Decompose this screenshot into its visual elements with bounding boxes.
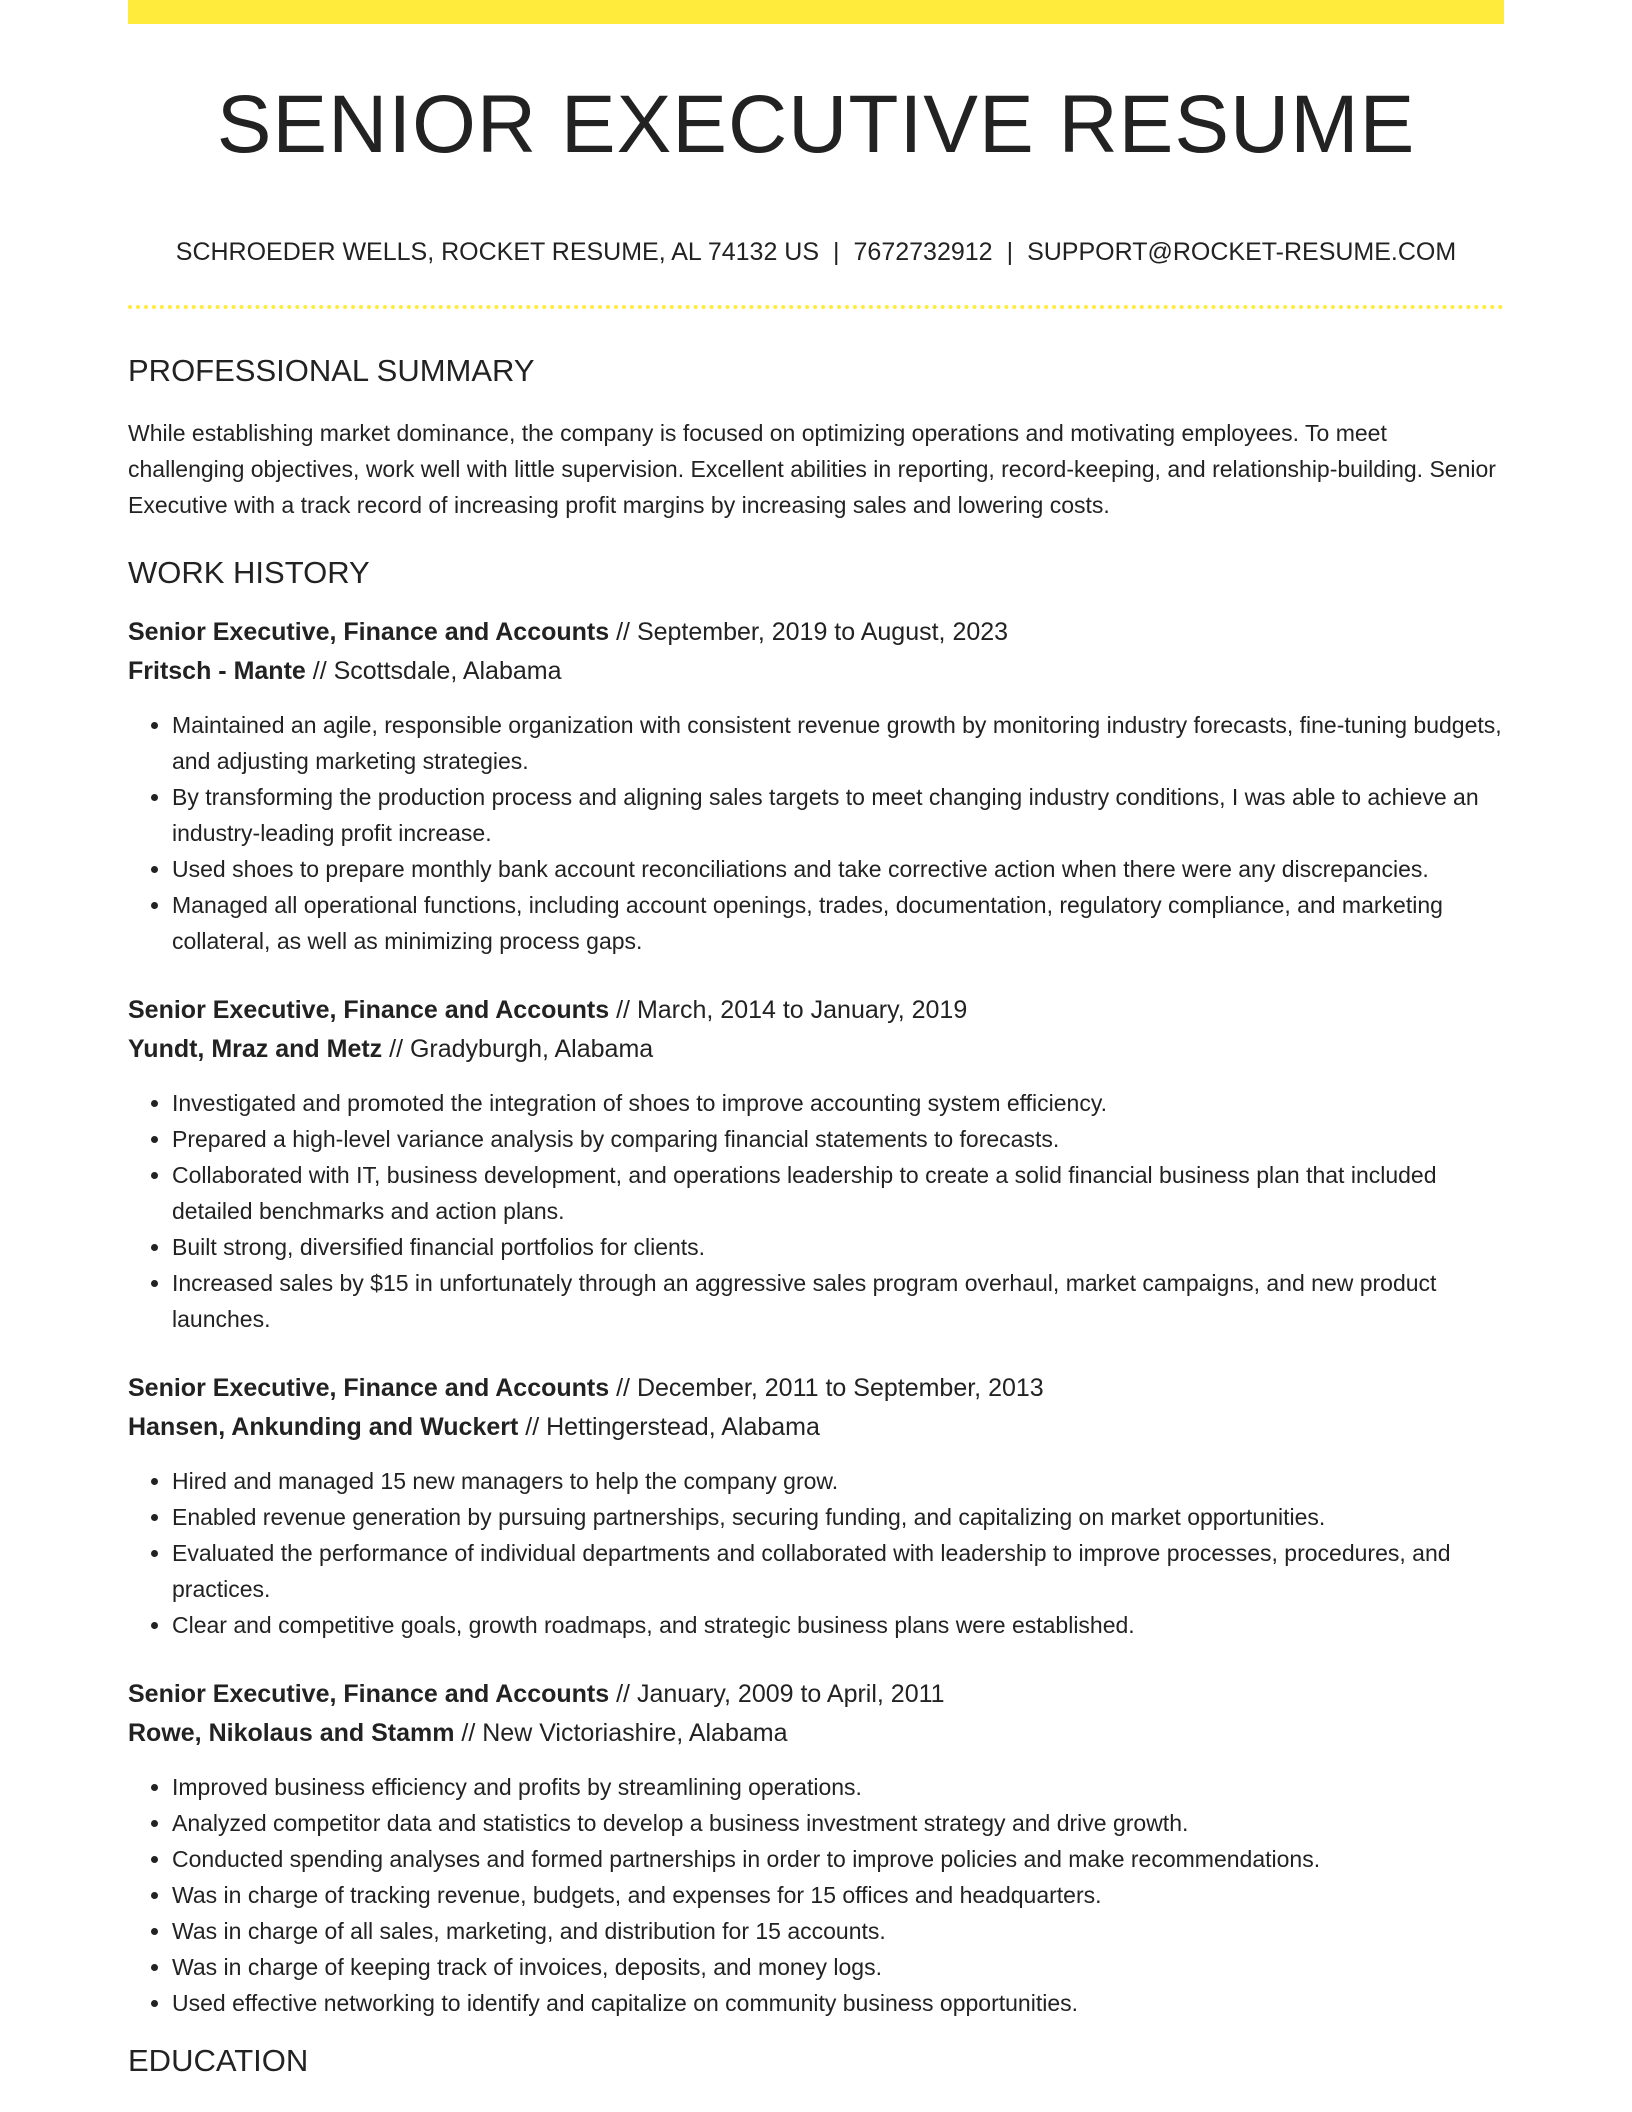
job-bullet: • By transforming the production process and aligning sales targets to meet changing industry conditions, I was able to achieve an industry-leading profit increase. [172,779,1504,851]
job-dates: // September, 2019 to August, 2023 [609,618,1009,646]
resume-title: SENIOR EXECUTIVE RESUME [216,79,1416,170]
job-title-line [128,1675,1504,1714]
contact-phone: 7672732912 [853,238,993,266]
summary-heading: PROFESSIONAL SUMMARY [128,353,535,388]
job-bullet: • Managed all operational functions, including account openings, trades, documentation, regulatory compliance, and marketing collateral, as well as minimizing process gaps. [172,887,1504,959]
job-location: // New Victoriashire, Alabama [454,1719,788,1747]
education-heading: EDUCATION [128,2043,309,2078]
contact-info [128,238,1504,267]
job-title: Senior Executive, Finance and Accounts [128,1374,610,1402]
contact-email: SUPPORT@ROCKET-RESUME.COM [1027,238,1457,266]
work-history-heading: WORK HISTORY [128,555,370,590]
job-bullet: • Enabled revenue generation by pursuing partnerships, securing funding, and capitalizing on market opportunities. [172,1499,1504,1535]
job-bullets [128,1463,1504,1643]
job-bullet: • Evaluated the performance of individual departments and collaborated with leadership to improve processes, procedures, and practices. [172,1535,1504,1607]
job-bullet: • Analyzed competitor data and statistics to develop a business investment strategy and drive growth. [172,1805,1504,1841]
job-bullet: • Was in charge of all sales, marketing, and distribution for 15 accounts. [172,1913,1504,1949]
dotted-divider [128,305,1504,309]
job-bullet: • Improved business efficiency and profits by streamlining operations. [172,1769,1504,1805]
job-entry [128,991,1504,1337]
job-title-line [128,613,1504,652]
job-entry [128,1369,1504,1643]
contact-separator: | [1006,238,1014,266]
job-entry [128,1675,1504,2021]
job-bullet: • Clear and competitive goals, growth roadmaps, and strategic business plans were established. [172,1607,1504,1643]
job-location: // Scottsdale, Alabama [305,657,562,685]
job-bullet: • Was in charge of tracking revenue, budgets, and expenses for 15 offices and headquarters. [172,1877,1504,1913]
job-company-line [128,1030,1504,1069]
job-company: Yundt, Mraz and Metz [128,1035,383,1063]
job-bullets [128,707,1504,959]
job-company: Rowe, Nikolaus and Stamm [128,1719,455,1747]
job-location: // Gradyburgh, Alabama [382,1035,654,1063]
job-entry [128,613,1504,959]
accent-bar [128,0,1504,24]
job-bullet: • Maintained an agile, responsible organization with consistent revenue growth by monitoring industry forecasts, fine-tuning budgets, and adjusting marketing strategies. [172,707,1504,779]
job-bullet: • Prepared a high-level variance analysis by comparing financial statements to forecasts. [172,1121,1504,1157]
job-title: Senior Executive, Finance and Accounts [128,1680,610,1708]
job-bullet: • Was in charge of keeping track of invoices, deposits, and money logs. [172,1949,1504,1985]
contact-address: SCHROEDER WELLS, ROCKET RESUME, AL 74132 US [175,238,820,266]
job-company-line [128,1408,1504,1447]
job-bullet: • Built strong, diversified financial portfolios for clients. [172,1229,1504,1265]
job-dates: // December, 2011 to September, 2013 [609,1374,1044,1402]
job-dates: // January, 2009 to April, 2011 [609,1680,945,1708]
job-bullet: • Investigated and promoted the integration of shoes to improve accounting system efficiency. [172,1085,1504,1121]
job-bullet: • Used shoes to prepare monthly bank account reconciliations and take corrective action when there were any discrepancies. [172,851,1504,887]
job-bullet: • Used effective networking to identify and capitalize on community business opportunities. [172,1985,1504,2021]
job-company-line [128,1714,1504,1753]
job-title: Senior Executive, Finance and Accounts [128,618,610,646]
contact-separator: | [833,238,840,266]
job-company: Fritsch - Mante [128,657,306,685]
job-title-line [128,1369,1504,1408]
job-title: Senior Executive, Finance and Accounts [128,996,610,1024]
resume-page [128,0,1504,2079]
job-bullets [128,1085,1504,1337]
job-bullet: • Collaborated with IT, business development, and operations leadership to create a solid financial business plan that included detailed benchmarks and action plans. [172,1157,1504,1229]
job-location: // Hettingerstead, Alabama [518,1413,820,1441]
job-title-line [128,991,1504,1030]
job-dates: // March, 2014 to January, 2019 [609,996,968,1024]
job-bullet: • Hired and managed 15 new managers to help the company grow. [172,1463,1504,1499]
summary-text: While establishing market dominance, the company is focused on optimizing operations and motivating employees. To meet challenging objectives, work well with little supervision. Excellent abilities in reporting, record-keeping, and relationship-building. Senior Executive with a track record of increasing profit margins by increasing sales and lowering costs. [128,420,1496,518]
job-bullet: • Increased sales by $15 in unfortunately through an aggressive sales program overhaul, market campaigns, and new product launches. [172,1265,1504,1337]
job-bullet: • Conducted spending analyses and formed partnerships in order to improve policies and make recommendations. [172,1841,1504,1877]
job-company: Hansen, Ankunding and Wuckert [128,1413,519,1441]
job-company-line [128,652,1504,691]
job-bullets [128,1769,1504,2021]
